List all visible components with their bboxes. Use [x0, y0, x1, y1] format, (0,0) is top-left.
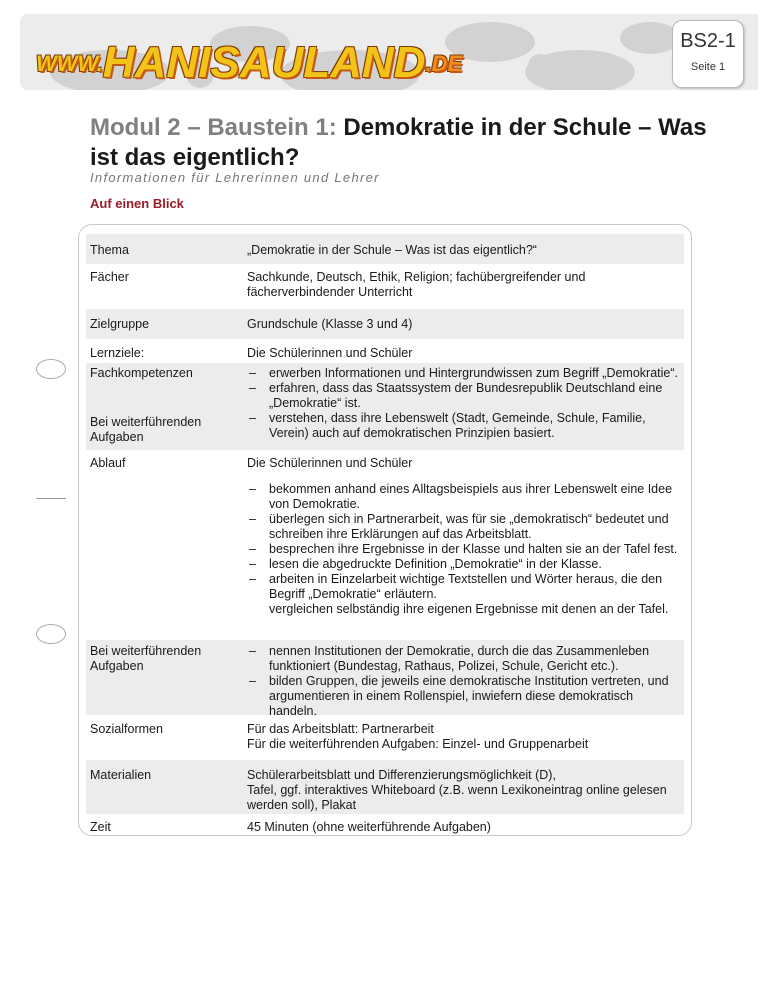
table-row-materialien: Materialien Schülerarbeitsblatt und Differenzierungsmöglichkeit (D), Tafel, ggf. interaktives Whiteboard (z.B. wenn Lexikoneintrag online gelesen werden soll), Plakat [86, 760, 684, 814]
hanisauland-logo[interactable]: WWW.HANISAULAND.DE [36, 38, 463, 87]
list-item: – erwerben Informationen und Hintergrundwissen zum Begriff „Demokratie“. [247, 366, 684, 381]
table-row-sozialformen: Sozialformen Für das Arbeitsblatt: Partnerarbeit Für die weiterführenden Aufgaben: Einzel- und Gruppenarbeit [90, 722, 589, 751]
list-item: – besprechen ihre Ergebnisse in der Klasse und halten sie an der Tafel fest. [247, 542, 684, 557]
list-item: – erfahren, dass das Staatssystem der Bundesrepublik Deutschland eine „Demokratie“ ist. [247, 381, 684, 411]
page-subtitle: Informationen für Lehrerinnen und Lehrer [90, 170, 380, 185]
table-row-weiterfuehrend: Bei weiterführenden Aufgaben – nennen Institutionen der Demokratie, durch die das Zusammenleben funktioniert (Bundestag, Rathaus, Polizei, Schule, Gericht etc.). – bilden Gruppen, die jeweils eine demokratische Institution vertreten, und argumentieren in einem Rollenspiel, inwiefern diese demokratisch handeln. [86, 640, 684, 715]
page-title: Modul 2 – Baustein 1: Demokratie in der Schule – Was ist das eigentlich? [90, 114, 707, 171]
badge-code: BS2-1 [680, 30, 736, 52]
table-row-lernziele: Lernziele: Die Schülerinnen und Schüler [90, 346, 413, 360]
header-banner [20, 14, 758, 90]
list-item: – überlegen sich in Partnerarbeit, was für sie „demokratisch“ bedeutet und schreiben ihre Erklärungen auf das Arbeitsblatt. [247, 512, 684, 542]
table-row-zielgruppe: Zielgruppe Grundschule (Klasse 3 und 4) [86, 309, 684, 339]
list-item: – bilden Gruppen, die jeweils eine demokratische Institution vertreten, und argumentieren in einem Rollenspiel, inwiefern diese demokratisch handeln. [247, 674, 684, 719]
section-heading: Auf einen Blick [90, 196, 184, 211]
list-item: – verstehen, dass ihre Lebenswelt (Stadt, Gemeinde, Schule, Familie, Verein) auch auf demokratischen Prinzipien basiert. [247, 411, 684, 441]
overview-table [86, 234, 684, 840]
list-item: – arbeiten in Einzelarbeit wichtige Textstellen und Wörter heraus, die den Begriff „Demokratie“ erläutern. [247, 572, 684, 602]
table-row-ablauf: Ablauf Die Schülerinnen und Schüler – bekommen anhand eines Alltagsbeispiels aus ihrer Lebenswelt eine Idee von Demokratie. – überlegen sich in Partnerarbeit, was für sie „demokratisch“ bedeutet und schreiben ihre Erklärungen auf das Arbeitsblatt. – besprechen ihre Ergebnisse in der Klasse und halten sie an der Tafel fest. – lesen die abgedruckte Definition „Demokratie“ in der Klasse. – arbeiten in Einzelarbeit wichtige Textstellen und Wörter heraus, die den Begriff „Demokratie“ erläutern. vergleichen selbständig ihre eigenen Ergebnisse mit denen an der Tafel. [86, 450, 684, 640]
weiterfuehrend-list [247, 644, 684, 719]
list-item: – lesen die abgedruckte Definition „Demokratie“ in der Klasse. [247, 557, 684, 572]
punch-hole-marker [36, 624, 66, 644]
table-row-thema: Thema „Demokratie in der Schule – Was ist das eigentlich?“ [86, 234, 684, 264]
table-row-faecher: Fächer Sachkunde, Deutsch, Ethik, Religion; fachübergreifender und fächerverbindender Unterricht [90, 270, 586, 299]
list-item: – nennen Institutionen der Demokratie, durch die das Zusammenleben funktioniert (Bundestag, Rathaus, Polizei, Schule, Gericht etc.). [247, 644, 684, 674]
list-item: – bekommen anhand eines Alltagsbeispiels aus ihrer Lebenswelt eine Idee von Demokratie. [247, 482, 684, 512]
punch-hole-marker [36, 359, 66, 379]
table-row-fachkompetenzen: Fachkompetenzen Bei weiterführenden Aufgaben – erwerben Informationen und Hintergrundwissen zum Begriff „Demokratie“. – erfahren, dass das Staatssystem der Bundesrepublik Deutschland eine „Demokratie“ ist. – verstehen, dass ihre Lebenswelt (Stadt, Gemeinde, Schule, Familie, Verein) auch auf demokratischen Prinzipien basiert. [86, 363, 684, 450]
page-badge [672, 20, 744, 88]
fold-mark [36, 498, 66, 499]
table-row-zeit: Zeit 45 Minuten (ohne weiterführende Aufgaben) [90, 820, 491, 834]
ablauf-list [247, 482, 684, 602]
badge-page-number: Seite 1 [690, 61, 726, 73]
lernziele-list [247, 366, 684, 441]
